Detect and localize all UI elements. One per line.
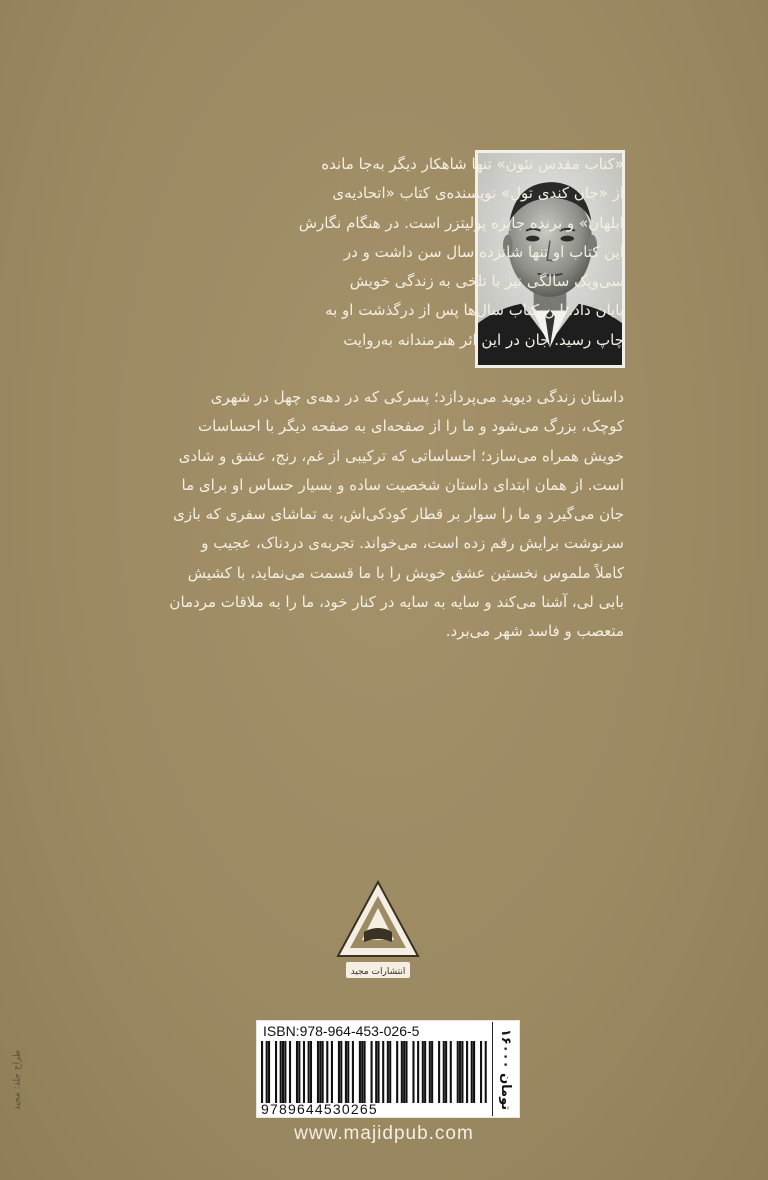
price-label — [492, 1022, 519, 1116]
barcode-bar — [450, 1041, 452, 1103]
barcode-bar — [471, 1041, 473, 1103]
price-text: ۱۶۰۰۰ تومان — [498, 1028, 514, 1110]
synopsis-line: کوچک، بزرگ می‌شود و ما را از صفحه‌ای به صفحه دیگر با احساسات — [197, 417, 624, 436]
barcode-panel — [256, 1020, 520, 1118]
barcode-bar — [308, 1041, 310, 1103]
synopsis-line: این کتاب او تنها شانزده سال سن داشت و در — [343, 242, 624, 261]
barcode-bar — [438, 1041, 440, 1103]
publisher-website: www.majidpub.com — [294, 1123, 474, 1144]
barcode-bar — [382, 1041, 384, 1103]
barcode-bar — [480, 1041, 482, 1103]
barcode-bar — [364, 1041, 366, 1103]
barcode-bar — [340, 1041, 342, 1103]
barcode-bar — [361, 1041, 363, 1103]
synopsis-line: خویش همراه می‌سازد؛ احساساتی که ترکیبی از غم، رنج، عشق و شادی — [178, 446, 624, 465]
publisher-logo — [334, 878, 422, 986]
cover-designer-text: طراح جلد: مجید — [12, 1049, 22, 1111]
barcode-bar — [445, 1041, 447, 1103]
barcode-icon — [261, 1041, 487, 1103]
barcode-bar — [345, 1041, 347, 1103]
barcode-bar — [268, 1041, 270, 1103]
barcode-bar — [284, 1041, 286, 1103]
barcode-bar — [352, 1041, 354, 1103]
synopsis-line: «کتاب مقدس نئون» تنها شاهکار دیگر به‌جا مانده — [321, 155, 624, 173]
barcode-bar — [403, 1041, 405, 1103]
barcode-bar — [401, 1041, 403, 1103]
barcode-bar — [261, 1041, 263, 1103]
barcode-bar — [298, 1041, 300, 1103]
barcode-number: 9789644530265 — [261, 1101, 378, 1117]
barcode-bar — [319, 1041, 321, 1103]
barcode-bar — [310, 1041, 312, 1103]
barcode-bar — [466, 1041, 468, 1103]
barcode-bar — [422, 1041, 424, 1103]
barcode-bar — [296, 1041, 298, 1103]
synopsis-line: جان می‌گیرد و ما را سوار بر قطار کودکی‌اش، به تماشای سفری که بازی — [173, 505, 624, 524]
barcode-bar — [289, 1041, 291, 1103]
synopsis-lower — [146, 383, 624, 647]
publisher-logo-text: انتشارات مجید — [350, 967, 406, 977]
synopsis-line: چاپ رسید. جان در این اثر هنرمندانه به‌روایت — [343, 330, 624, 349]
barcode-bar — [443, 1041, 445, 1103]
barcode-bar — [412, 1041, 414, 1103]
synopsis-line: سرنوشت برایش رقم زده است، می‌خواند. تجربه‌ی دردناک، عجیب و — [201, 534, 624, 553]
synopsis-line: داستان زندگی دیوید می‌پردازد؛ پسرکی که در دهه‌ی چهل در شهری — [210, 388, 624, 406]
barcode-bar — [485, 1041, 487, 1103]
barcode-bar — [326, 1041, 328, 1103]
barcode-bar — [317, 1041, 319, 1103]
synopsis-line: بابی لی، آشنا می‌کند و سایه به سایه در کنار خود، ما را به ملاقات مردمان — [169, 593, 624, 612]
barcode-bar — [359, 1041, 361, 1103]
barcode-bar — [431, 1041, 433, 1103]
cover-designer-credit — [10, 1030, 24, 1130]
barcode-bar — [282, 1041, 284, 1103]
barcode-bar — [405, 1041, 407, 1103]
barcode-bar — [266, 1041, 268, 1103]
synopsis-upper — [294, 150, 624, 355]
barcode-bar — [389, 1041, 391, 1103]
barcode-bar — [303, 1041, 305, 1103]
barcode-bar — [377, 1041, 379, 1103]
synopsis-line: از «جان کندی تول» نویسنده‌ی کتاب «اتحادیه‌ی — [332, 184, 624, 203]
barcode-bar — [338, 1041, 340, 1103]
synopsis-line: ابلهان» و برنده جایزه پولیتزر است. در هنگام نگارش — [298, 213, 624, 232]
barcode-bar — [322, 1041, 324, 1103]
synopsis-line: کاملاً ملموس نخستین عشق خویش را با ما قسمت می‌نماید، با کشیش — [187, 563, 624, 582]
synopsis-line: است. از همان ابتدای داستان شخصیت ساده و بسیار حساس او برای ما — [181, 475, 624, 494]
synopsis-line: پایان داد. این کتاب سال‌ها پس از درگذشت او به — [325, 301, 624, 320]
barcode-bar — [461, 1041, 463, 1103]
barcode-bar — [275, 1041, 277, 1103]
barcode-bar — [417, 1041, 419, 1103]
isbn-label: ISBN:978-964-453-026-5 — [263, 1023, 420, 1039]
barcode-bar — [331, 1041, 333, 1103]
barcode-bar — [429, 1041, 431, 1103]
barcode-bar — [347, 1041, 349, 1103]
barcode-bar — [396, 1041, 398, 1103]
barcode-bar — [280, 1041, 282, 1103]
barcode-bar — [375, 1041, 377, 1103]
synopsis-line: متعصب و فاسد شهر می‌برد. — [445, 622, 624, 641]
barcode-bar — [371, 1041, 373, 1103]
barcode-bar — [387, 1041, 389, 1103]
barcode-bar — [424, 1041, 426, 1103]
synopsis-line: سی‌ویک سالگی نیز با تلخی به زندگی خویش — [349, 272, 624, 291]
barcode-bar — [459, 1041, 461, 1103]
barcode-bar — [473, 1041, 475, 1103]
barcode-bar — [457, 1041, 459, 1103]
